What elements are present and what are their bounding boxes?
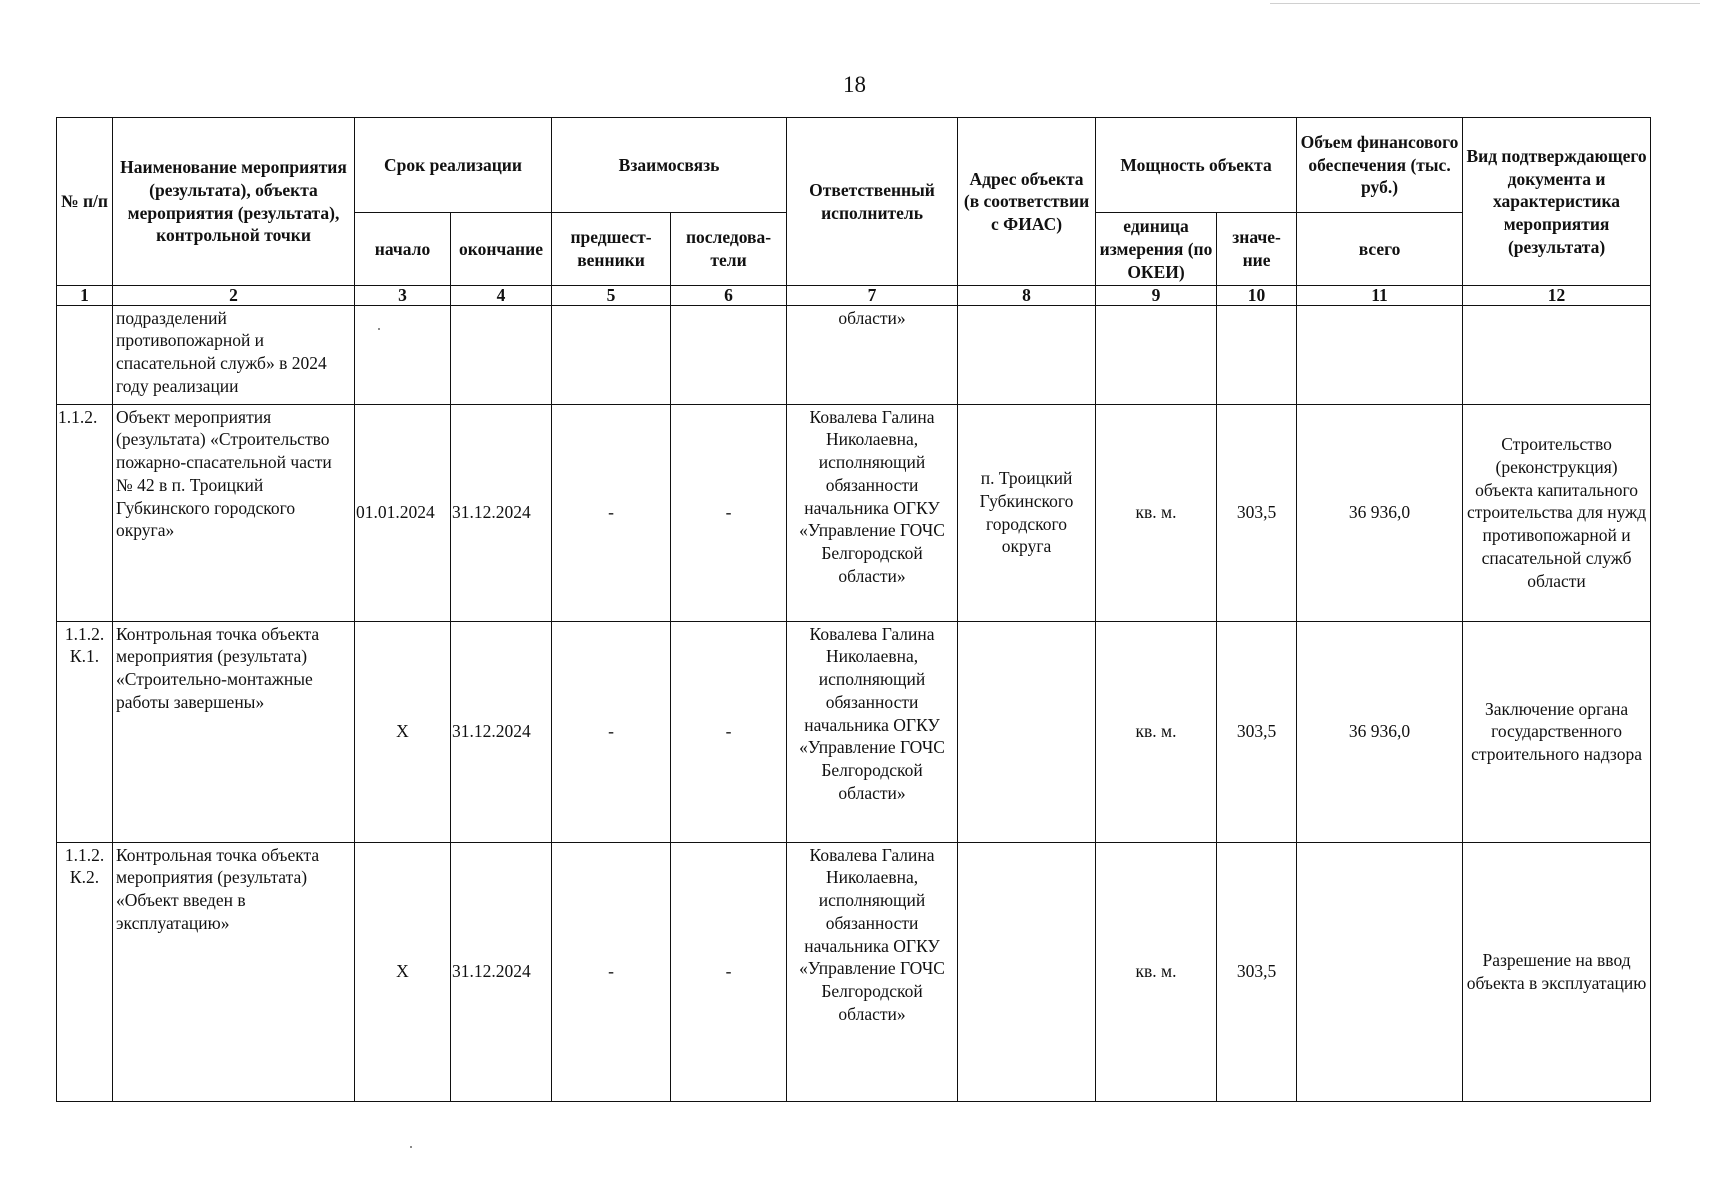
row-value [1217,305,1297,404]
row-document: Разрешение на ввод объекта в эксплуатацию [1463,842,1651,1101]
row-number: 1.1.2. К.1. [57,621,113,842]
row-start-date: 01.01.2024 [355,404,451,621]
scan-speck [410,1146,412,1148]
header-name: Наименование мероприятия (результата), объекта мероприятия (результата), контрольной точки [113,118,355,286]
header-finance: Объем финансового обеспечения (тыс. руб.) [1297,118,1463,213]
row-end-date: 31.12.2024 [451,404,552,621]
header-capacity-value: значе-ние [1217,213,1297,286]
column-number: 4 [451,286,552,305]
row-end-date: 31.12.2024 [451,842,552,1101]
header-term-start: начало [355,213,451,286]
row-name: подразделений противопожарной и спасательной служб» в 2024 году реализации [113,305,355,404]
header-successors: последова-тели [671,213,787,286]
row-start-date: X [355,842,451,1101]
header-document-type: Вид подтверждающего документа и характеристика мероприятия (результата) [1463,118,1651,286]
column-number: 2 [113,286,355,305]
row-number: 1.1.2. К.2. [57,842,113,1101]
table-row [57,305,1651,404]
row-value: 303,5 [1217,842,1297,1101]
header-term-end: окончание [451,213,552,286]
column-number: 10 [1217,286,1297,305]
page-number: 18 [843,72,866,97]
header-term: Срок реализации [355,118,552,213]
row-start-date: X [355,621,451,842]
row-address: п. Троицкий Губкинского городского округа [958,404,1096,621]
column-number: 8 [958,286,1096,305]
column-number: 3 [355,286,451,305]
row-finance [1297,305,1463,404]
column-number: 7 [787,286,958,305]
row-value: 303,5 [1217,404,1297,621]
row-end-date: 31.12.2024 [451,621,552,842]
column-number: 11 [1297,286,1463,305]
row-start-date [355,305,451,404]
row-responsible: Ковалева Галина Николаевна, исполняющий обязанности начальника ОГКУ «Управление ГОЧС Белгородской области» [787,621,958,842]
column-number: 1 [57,286,113,305]
row-address [958,621,1096,842]
row-finance [1297,842,1463,1101]
row-document: Заключение органа государственного строительного надзора [1463,621,1651,842]
row-unit [1096,305,1217,404]
row-value: 303,5 [1217,621,1297,842]
scan-edge-line [1270,3,1700,4]
row-document [1463,305,1651,404]
measures-table [56,117,1651,1102]
header-relation: Взаимосвязь [552,118,787,213]
row-successors [671,305,787,404]
row-successors: - [671,621,787,842]
scan-speck [378,328,380,330]
table-row [57,621,1651,842]
header-predecessors: предшест-венники [552,213,671,286]
header-responsible: Ответственный исполнитель [787,118,958,286]
row-number [57,305,113,404]
column-number-row [57,286,1651,305]
column-number: 6 [671,286,787,305]
row-name: Контрольная точка объекта мероприятия (результата) «Строительно-монтажные работы завершены» [113,621,355,842]
column-number: 5 [552,286,671,305]
row-document: Строительство (реконструкция) объекта капитального строительства для нужд противопожарной и спасательной служб области [1463,404,1651,621]
row-finance: 36 936,0 [1297,404,1463,621]
row-unit: кв. м. [1096,404,1217,621]
header-address: Адрес объекта (в соответствии с ФИАС) [958,118,1096,286]
table-row [57,404,1651,621]
row-end-date [451,305,552,404]
row-name: Объект мероприятия (результата) «Строительство пожарно-спасательной части № 42 в п. Троицкий Губкинского городского округа» [113,404,355,621]
header-number: № п/п [57,118,113,286]
header-finance-total: всего [1297,213,1463,286]
header-capacity: Мощность объекта [1096,118,1297,213]
row-unit: кв. м. [1096,842,1217,1101]
row-number: 1.1.2. [57,404,113,621]
row-predecessors: - [552,404,671,621]
row-predecessors [552,305,671,404]
row-name: Контрольная точка объекта мероприятия (результата) «Объект введен в эксплуатацию» [113,842,355,1101]
row-responsible: Ковалева Галина Николаевна, исполняющий обязанности начальника ОГКУ «Управление ГОЧС Белгородской области» [787,404,958,621]
row-address [958,305,1096,404]
row-successors: - [671,404,787,621]
header-capacity-unit: единица измерения (по ОКЕИ) [1096,213,1217,286]
table-row [57,842,1651,1101]
column-number: 12 [1463,286,1651,305]
row-responsible: области» [787,305,958,404]
row-predecessors: - [552,842,671,1101]
row-unit: кв. м. [1096,621,1217,842]
row-successors: - [671,842,787,1101]
row-responsible: Ковалева Галина Николаевна, исполняющий обязанности начальника ОГКУ «Управление ГОЧС Белгородской области» [787,842,958,1101]
row-address [958,842,1096,1101]
column-number: 9 [1096,286,1217,305]
row-finance: 36 936,0 [1297,621,1463,842]
row-predecessors: - [552,621,671,842]
